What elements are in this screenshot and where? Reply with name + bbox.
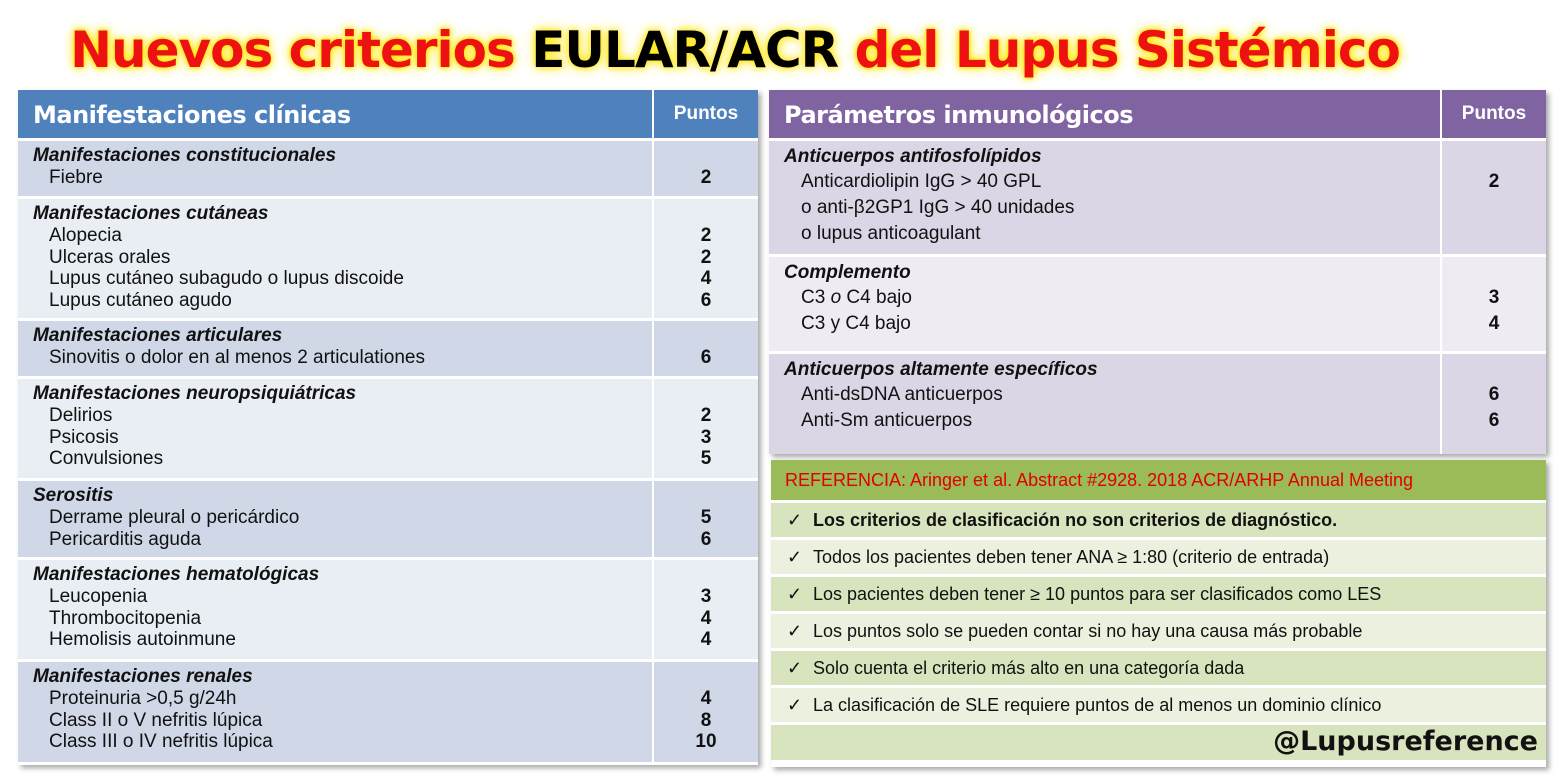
- criterion-points: 3: [700, 586, 712, 607]
- criterion-points: 2: [1488, 171, 1500, 192]
- immunologic-header-title: Parámetros inmunológicos: [784, 101, 1133, 129]
- reference-citation: REFERENCIA: Aringer et al. Abstract #2928. 2018 ACR/ARHP Annual Meeting: [771, 460, 1546, 500]
- reference-note: [771, 574, 1546, 611]
- criterion-label: Class II o V nefritis lúpica: [49, 709, 263, 731]
- criterion-points: 4: [700, 629, 712, 650]
- category-label: Serositis: [33, 485, 114, 506]
- criterion-label: Ulceras orales: [49, 246, 171, 268]
- twitter-handle: @Lupusreference: [771, 722, 1546, 760]
- criterion-label: Leucopenia: [49, 586, 148, 607]
- clinical-row-articular: [18, 318, 758, 376]
- criterion-label: Delirios: [49, 405, 113, 426]
- clinical-row-serositis: [18, 478, 758, 557]
- reference-note-text: Los puntos solo se pueden contar si no hay una causa más probable: [813, 621, 1363, 641]
- criterion-label: C3 o C4 bajo: [801, 287, 912, 308]
- clinical-row-cutaneous: [18, 196, 758, 318]
- criterion-label: Anti-Sm anticuerpos: [801, 410, 973, 431]
- criterion-label: Proteinuria >0,5 g/24h: [49, 688, 237, 709]
- reference-note: [771, 611, 1546, 648]
- criterion-label: C3 y C4 bajo: [801, 313, 911, 334]
- immunologic-table: [769, 90, 1546, 454]
- criterion-label: Pericarditis aguda: [49, 528, 202, 550]
- criterion-points: 8: [700, 709, 712, 731]
- title-part-1: Nuevos criterios: [70, 21, 515, 79]
- criterion-points: 3: [1488, 287, 1500, 308]
- immuno-row-antiphospholipid: [769, 138, 1546, 254]
- criterion-points: 2: [700, 405, 712, 426]
- criterion-points: 4: [700, 607, 712, 629]
- reference-note: [771, 648, 1546, 685]
- criterion-points: 6: [700, 289, 712, 311]
- clinical-row-constitutional: [18, 138, 758, 196]
- criterion-label: o anti-β2GP1 IgG > 40 unidades: [801, 197, 1075, 218]
- criterion-points: 5: [700, 448, 712, 469]
- reference-note-text: La clasificación de SLE requiere puntos de al menos un dominio clínico: [813, 695, 1382, 715]
- criterion-points: 2: [700, 246, 712, 268]
- criterion-label: Lupus cutáneo agudo: [49, 289, 232, 311]
- clinical-row-neuropsychiatric: [18, 376, 758, 478]
- criterion-label: Anticardiolipin IgG > 40 GPL: [801, 171, 1042, 192]
- criterion-label: o lupus anticoagulant: [801, 223, 981, 244]
- check-icon: ✓: [787, 695, 803, 715]
- reference-note: [771, 500, 1546, 537]
- criterion-label: Alopecia: [49, 225, 122, 246]
- criterion-label: Sinovitis o dolor en al menos 2 articulationes: [49, 347, 425, 368]
- criterion-label: Lupus cutáneo subagudo o lupus discoide: [49, 268, 404, 289]
- criterion-label: Convulsiones: [49, 448, 164, 469]
- criterion-label: Class III o IV nefritis lúpica: [49, 731, 273, 752]
- check-icon: ✓: [787, 584, 803, 604]
- reference-panel: [771, 460, 1546, 767]
- title-part-3: del Lupus Sistémico: [854, 21, 1400, 79]
- category-label: Manifestaciones hematológicas: [33, 564, 320, 585]
- criterion-points: 4: [700, 268, 712, 289]
- immuno-row-specific: [769, 351, 1546, 454]
- category-label: Manifestaciones cutáneas: [33, 203, 269, 224]
- category-label: Complemento: [784, 262, 911, 283]
- immunologic-table-header: [769, 90, 1546, 138]
- criterion-points: 2: [700, 167, 712, 188]
- criterion-label: Thrombocitopenia: [49, 607, 202, 629]
- category-label: Anticuerpos altamente específicos: [784, 359, 1098, 380]
- immunologic-points-header: Puntos: [1440, 90, 1546, 138]
- reference-note-text: Los criterios de clasificación no son criterios de diagnóstico.: [813, 510, 1338, 530]
- criterion-points: 10: [695, 731, 717, 752]
- reference-note: [771, 685, 1546, 722]
- check-icon: ✓: [787, 658, 803, 678]
- category-label: Manifestaciones renales: [33, 666, 253, 687]
- category-label: Anticuerpos antifosfolípidos: [784, 146, 1042, 167]
- immuno-row-complement: [769, 254, 1546, 351]
- criterion-label: Derrame pleural o pericárdico: [49, 507, 300, 528]
- criterion-points: 4: [700, 688, 712, 709]
- check-icon: ✓: [787, 547, 803, 567]
- criterion-points: 6: [1488, 410, 1500, 431]
- clinical-table: [18, 90, 758, 765]
- clinical-table-header: [18, 90, 758, 138]
- criterion-points: 5: [700, 507, 712, 528]
- clinical-header-title: Manifestaciones clínicas: [33, 101, 351, 129]
- criterion-label: Hemolisis autoinmune: [49, 629, 236, 650]
- criterion-points: 6: [700, 347, 712, 368]
- check-icon: ✓: [787, 510, 803, 530]
- clinical-row-hematologic: [18, 557, 758, 659]
- reference-note: [771, 537, 1546, 574]
- title-part-2: EULAR/ACR: [531, 21, 839, 79]
- clinical-points-header: Puntos: [652, 90, 758, 138]
- criterion-label: Fiebre: [49, 167, 103, 188]
- criterion-points: 4: [1488, 313, 1500, 334]
- category-label: Manifestaciones constitucionales: [33, 145, 337, 166]
- criterion-points: 6: [1488, 384, 1500, 405]
- criterion-label: Anti-dsDNA anticuerpos: [801, 384, 1003, 405]
- criterion-points: 2: [700, 225, 712, 246]
- reference-note-text: Todos los pacientes deben tener ANA ≥ 1:80 (criterio de entrada): [813, 547, 1330, 567]
- category-label: Manifestaciones neuropsiquiátricas: [33, 383, 357, 404]
- criterion-points: 3: [700, 426, 712, 448]
- check-icon: ✓: [787, 621, 803, 641]
- page-title: [0, 10, 1470, 90]
- clinical-row-renal: [18, 659, 758, 762]
- criterion-label: Psicosis: [49, 426, 119, 448]
- reference-note-text: Solo cuenta el criterio más alto en una categoría dada: [813, 658, 1245, 678]
- criterion-points: 6: [700, 528, 712, 550]
- category-label: Manifestaciones articulares: [33, 325, 283, 346]
- reference-note-text: Los pacientes deben tener ≥ 10 puntos para ser clasificados como LES: [813, 584, 1382, 604]
